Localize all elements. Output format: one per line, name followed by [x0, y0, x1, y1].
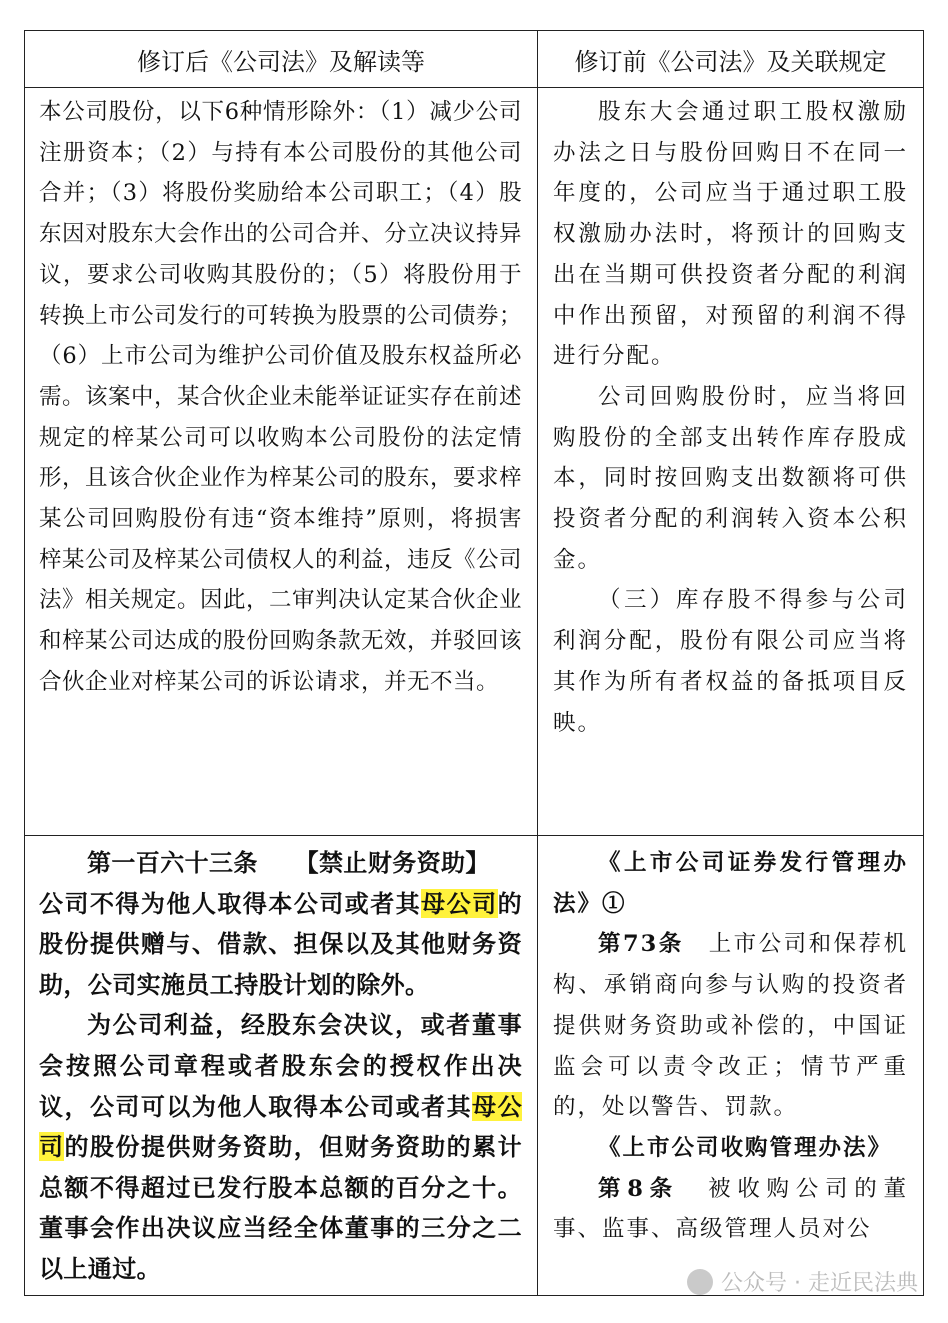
article-paragraph-2: 为公司利益，经股东会决议，或者董事会按照公司章程或者股东会的授权作出决议，公司可以为他人取得本公司或者其母公司的股份提供财务资助，但财务资助的累计总额不得超过已发行股本总额的百分之十。董事会作出决议应当经全体董事的三分之二以上通过。 [39, 1010, 522, 1283]
article-number: 第一百六十三条 [87, 848, 258, 877]
right-column-header: 修订前《公司法》及关联规定 [574, 47, 887, 76]
row1-right-paragraph-1: 股东大会通过职工股权激励办法之日与股份回购日不在同一年度的，公司应当于通过职工股权激励办法时，将预计的回购支出在当期可供投资者分配的利润中作出预留，对预留的利润不得进行分配。 [553, 99, 908, 370]
comparison-table [24, 30, 924, 1296]
row1-right-cell [553, 92, 908, 743]
article-paragraph-1: 公司不得为他人取得本公司或者其母公司的股份提供赠与、借款、担保以及其他财务资助，公司实施员工持股计划的除外。 [39, 888, 523, 999]
watermark: 公众号 · 走近民法典 [687, 1266, 918, 1297]
header-divider [25, 87, 923, 88]
row-divider [25, 835, 923, 836]
row2-left-cell [39, 843, 522, 1290]
article-title: 【禁止财务资助】 [294, 848, 490, 877]
regulation-article-8: 第8条 被收购公司的董事、监事、高级管理人员对公 [553, 1175, 908, 1243]
column-divider [537, 31, 538, 1295]
highlighted-term: 母公司 [421, 888, 498, 918]
row1-left-cell [39, 92, 522, 703]
row2-right-cell [553, 843, 908, 1250]
row1-right-paragraph-2: 公司回购股份时，应当将回购股份的全部支出转作库存股成本，同时按回购支出数额将可供投资者分配的利润转入资本公积金。 [553, 383, 908, 573]
left-column-header: 修订后《公司法》及解读等 [137, 47, 425, 76]
regulation-title-1: 《上市公司证券发行管理办法》① [553, 850, 908, 917]
row1-left-paragraph: 本公司股份，以下6种情形除外：（1）减少公司注册资本；（2）与持有本公司股份的其他公司合并；（3）将股份奖励给本公司职工；（4）股东因对股东大会作出的公司合并、分立决议持异议，要求公司收购其股份的；（5）将股份用于转换上市公司发行的可转换为股票的公司债券；（6）上市公司为维护公司价值及股东权益所必需。该案中，某合伙企业未能举证证实存在前述规定的梓某公司可以收购本公司股份的法定情形，且该合伙企业作为梓某公司的股东，要求梓某公司回购股份有违“资本维持”原则，将损害梓某公司及梓某公司债权人的利益，违反《公司法》相关规定。因此，二审判决认定某合伙企业和梓某公司达成的股份回购条款无效，并驳回该合伙企业对梓某公司的诉讼请求，并无不当。 [39, 99, 523, 695]
row1-right-paragraph-3: （三）库存股不得参与公司利润分配，股份有限公司应当将其作为所有者权益的备抵项目反映。 [553, 587, 908, 736]
regulation-article-73: 第73条 上市公司和保荐机构、承销商向参与认购的投资者提供财务资助或补偿的，中国证监会可以责令改正；情节严重的，处以警告、罚款。 [553, 931, 908, 1121]
highlighted-term: 母公司 [39, 1091, 522, 1162]
wechat-icon [687, 1269, 713, 1295]
regulation-title-2: 《上市公司收购管理办法》 [598, 1134, 893, 1161]
article-heading [39, 843, 522, 884]
